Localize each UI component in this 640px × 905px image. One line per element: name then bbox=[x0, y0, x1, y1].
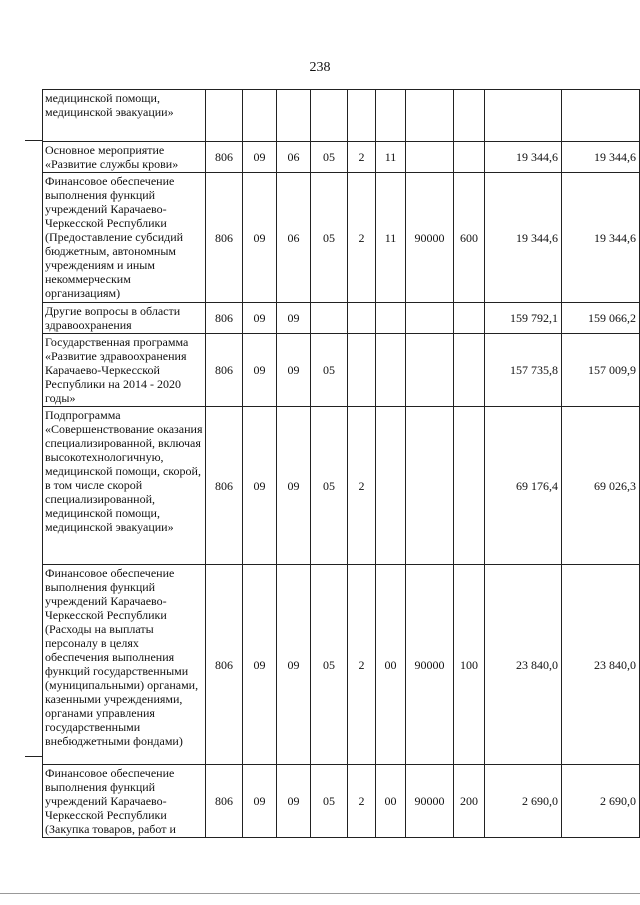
cell-ministry: 806 bbox=[206, 565, 243, 765]
cell-expense-type: 200 bbox=[454, 765, 485, 838]
row-name: Подпрограмма «Совершенствование оказания специализированной, включая высокотехнологичную, медицинской помощи, скорой, в том числе скорой специализированной, медицинской помощи, медицинской эвакуации» bbox=[43, 407, 206, 565]
cell-measure: 11 bbox=[376, 142, 406, 173]
cell-ministry: 806 bbox=[206, 765, 243, 838]
cell-sum-year2 bbox=[562, 90, 640, 142]
cell-section: 09 bbox=[243, 173, 277, 303]
cell-sum-year1: 159 792,1 bbox=[485, 303, 562, 334]
cell-program: 05 bbox=[311, 765, 348, 838]
cell-subprogram: 2 bbox=[348, 765, 376, 838]
cell-direction bbox=[406, 303, 454, 334]
table-row bbox=[43, 90, 640, 142]
row-name: Финансовое обеспечение выполнения функций учреждений Карачаево-Черкесской Республики (Предоставление субсидий бюджетным, автономным учреждениям и иным некоммерческим организациям) bbox=[43, 173, 206, 303]
cell-program bbox=[311, 303, 348, 334]
cell-measure bbox=[376, 90, 406, 142]
cell-subprogram bbox=[348, 90, 376, 142]
cell-section: 09 bbox=[243, 303, 277, 334]
cell-ministry: 806 bbox=[206, 173, 243, 303]
cell-subprogram bbox=[348, 334, 376, 407]
cell-subprogram: 2 bbox=[348, 142, 376, 173]
cell-sum-year1 bbox=[485, 90, 562, 142]
cell-measure bbox=[376, 303, 406, 334]
cell-subprogram: 2 bbox=[348, 565, 376, 765]
cell-subsection: 09 bbox=[277, 765, 311, 838]
cell-ministry: 806 bbox=[206, 407, 243, 565]
cell-section: 09 bbox=[243, 407, 277, 565]
table-row bbox=[43, 303, 640, 334]
cell-section: 09 bbox=[243, 334, 277, 407]
cell-direction: 90000 bbox=[406, 565, 454, 765]
table-row bbox=[43, 142, 640, 173]
page-number: 238 bbox=[309, 60, 331, 75]
cell-subprogram: 2 bbox=[348, 407, 376, 565]
margin-tick bbox=[25, 140, 42, 141]
cell-measure: 11 bbox=[376, 173, 406, 303]
cell-measure: 00 bbox=[376, 765, 406, 838]
cell-sum-year2: 2 690,0 bbox=[562, 765, 640, 838]
row-name: Финансовое обеспечение выполнения функций учреждений Карачаево-Черкесской Республики (Расходы на выплаты персоналу в целях обеспечения выполнения функций государственными (муниципальными) органами, казенными учреждениями, органами управления государственными внебюджетными фондами) bbox=[43, 565, 206, 765]
cell-sum-year1: 69 176,4 bbox=[485, 407, 562, 565]
cell-subsection: 09 bbox=[277, 565, 311, 765]
row-name: Другие вопросы в области здравоохранения bbox=[43, 303, 206, 334]
cell-direction bbox=[406, 90, 454, 142]
cell-subsection: 06 bbox=[277, 142, 311, 173]
cell-direction: 90000 bbox=[406, 173, 454, 303]
cell-program: 05 bbox=[311, 407, 348, 565]
row-name: Государственная программа «Развитие здравоохранения Карачаево-Черкесской Республики на 2014 - 2020 годы» bbox=[43, 334, 206, 407]
budget-table bbox=[42, 89, 640, 838]
cell-direction: 90000 bbox=[406, 765, 454, 838]
cell-program: 05 bbox=[311, 565, 348, 765]
cell-expense-type bbox=[454, 142, 485, 173]
cell-ministry: 806 bbox=[206, 334, 243, 407]
cell-sum-year2: 69 026,3 bbox=[562, 407, 640, 565]
table-row bbox=[43, 334, 640, 407]
cell-expense-type bbox=[454, 407, 485, 565]
cell-ministry: 806 bbox=[206, 142, 243, 173]
cell-subsection: 09 bbox=[277, 407, 311, 565]
cell-measure bbox=[376, 334, 406, 407]
page-bottom-rule bbox=[0, 893, 640, 894]
cell-measure bbox=[376, 407, 406, 565]
cell-sum-year1: 157 735,8 bbox=[485, 334, 562, 407]
cell-sum-year2: 23 840,0 bbox=[562, 565, 640, 765]
cell-subsection: 06 bbox=[277, 173, 311, 303]
cell-sum-year1: 19 344,6 bbox=[485, 142, 562, 173]
cell-subsection bbox=[277, 90, 311, 142]
cell-sum-year2: 159 066,2 bbox=[562, 303, 640, 334]
cell-expense-type bbox=[454, 334, 485, 407]
cell-program: 05 bbox=[311, 334, 348, 407]
cell-sum-year1: 2 690,0 bbox=[485, 765, 562, 838]
cell-sum-year2: 19 344,6 bbox=[562, 142, 640, 173]
cell-direction bbox=[406, 407, 454, 565]
table-row bbox=[43, 765, 640, 838]
cell-expense-type: 100 bbox=[454, 565, 485, 765]
cell-expense-type bbox=[454, 303, 485, 334]
cell-section: 09 bbox=[243, 565, 277, 765]
cell-program: 05 bbox=[311, 173, 348, 303]
cell-section bbox=[243, 90, 277, 142]
cell-section: 09 bbox=[243, 765, 277, 838]
cell-expense-type: 600 bbox=[454, 173, 485, 303]
row-name: Основное мероприятие «Развитие службы крови» bbox=[43, 142, 206, 173]
cell-program: 05 bbox=[311, 142, 348, 173]
cell-sum-year2: 157 009,9 bbox=[562, 334, 640, 407]
margin-tick bbox=[25, 756, 42, 757]
cell-sum-year1: 19 344,6 bbox=[485, 173, 562, 303]
cell-sum-year1: 23 840,0 bbox=[485, 565, 562, 765]
cell-direction bbox=[406, 142, 454, 173]
cell-expense-type bbox=[454, 90, 485, 142]
cell-ministry: 806 bbox=[206, 303, 243, 334]
cell-section: 09 bbox=[243, 142, 277, 173]
cell-subsection: 09 bbox=[277, 334, 311, 407]
row-name: Финансовое обеспечение выполнения функций учреждений Карачаево-Черкесской Республики (Закупка товаров, работ и bbox=[43, 765, 206, 838]
cell-program bbox=[311, 90, 348, 142]
cell-direction bbox=[406, 334, 454, 407]
table-row bbox=[43, 565, 640, 765]
cell-subsection: 09 bbox=[277, 303, 311, 334]
cell-ministry bbox=[206, 90, 243, 142]
cell-subprogram bbox=[348, 303, 376, 334]
row-name: медицинской помощи, медицинской эвакуации» bbox=[43, 90, 206, 142]
cell-subprogram: 2 bbox=[348, 173, 376, 303]
table-row bbox=[43, 407, 640, 565]
table-row bbox=[43, 173, 640, 303]
cell-sum-year2: 19 344,6 bbox=[562, 173, 640, 303]
cell-measure: 00 bbox=[376, 565, 406, 765]
